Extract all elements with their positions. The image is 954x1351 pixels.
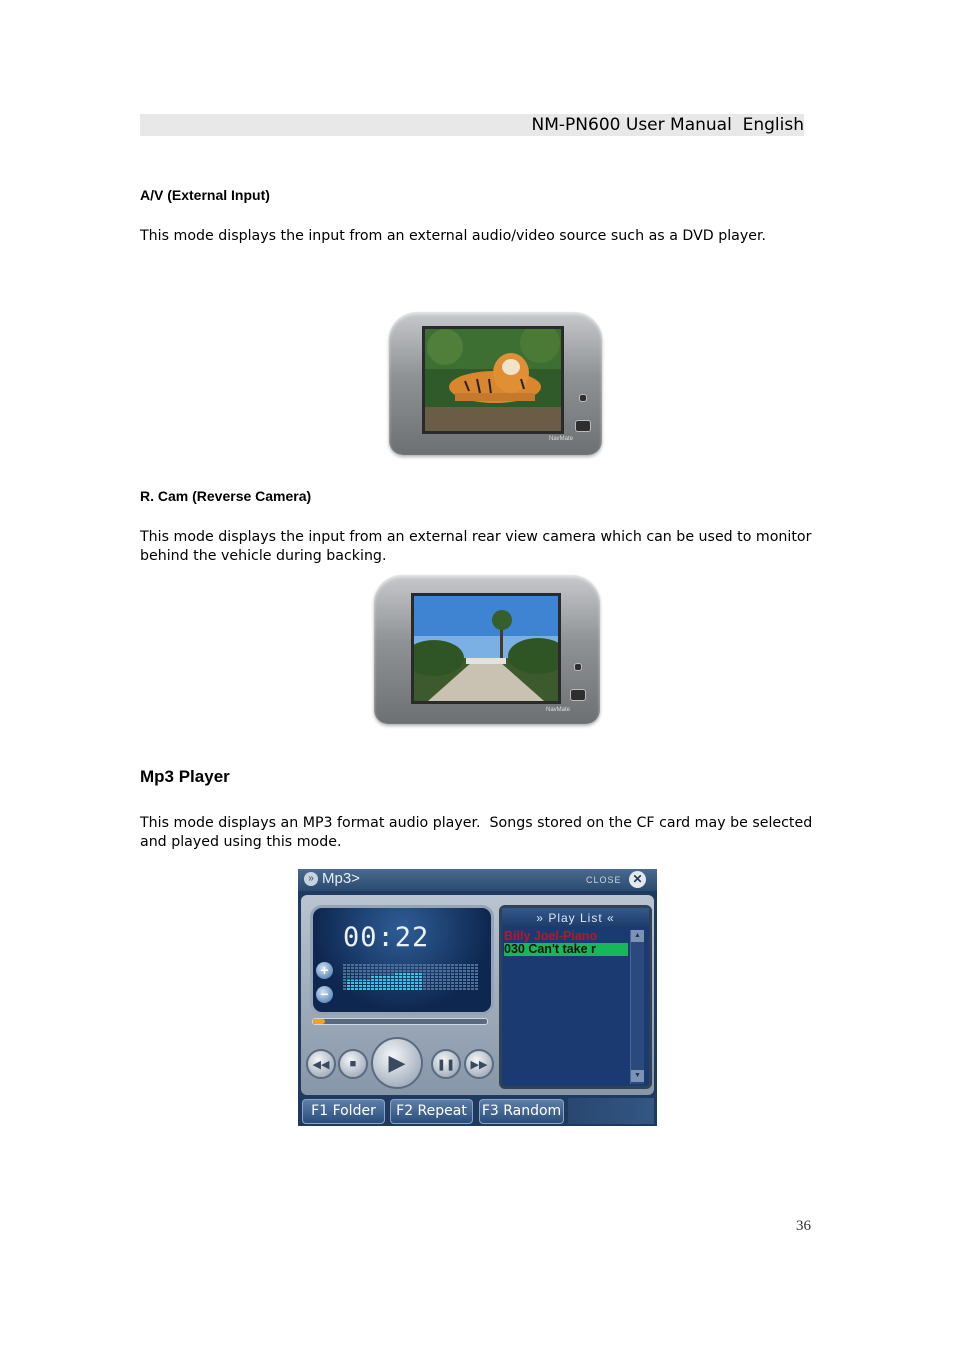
time-display	[310, 905, 494, 1015]
volume-down-icon: −	[316, 986, 333, 1003]
av-heading: A/V (External Input)	[140, 187, 270, 203]
mode-button	[575, 420, 591, 432]
progress-track[interactable]	[312, 1018, 488, 1025]
stop-icon: ■	[349, 1058, 357, 1070]
mp3-heading: Mp3 Player	[140, 767, 230, 786]
manual-title: NM-PN600 User Manual English	[531, 115, 804, 135]
scroll-up-icon[interactable]: ▲	[631, 930, 644, 942]
pause-button[interactable]	[431, 1049, 461, 1079]
playlist-item[interactable]: Billy Joel-Piano	[504, 930, 598, 943]
double-chevron-icon: »	[304, 872, 318, 886]
playlist-scrollbar[interactable]	[630, 930, 644, 1084]
collapse-icon: «	[607, 911, 615, 925]
rcam-heading: R. Cam (Reverse Camera)	[140, 488, 312, 504]
av-device-image	[389, 312, 602, 455]
playlist-panel	[499, 905, 652, 1089]
header-bar	[140, 114, 804, 136]
mode-button-2	[570, 689, 586, 701]
rcam-screen	[411, 593, 561, 704]
av-body: This mode displays the input from an external audio/video source such as a DVD player.	[140, 228, 767, 244]
close-icon: ✕	[629, 871, 646, 888]
elapsed-time: 00:22	[343, 922, 430, 953]
repeat-button[interactable]: F2 Repeat	[390, 1099, 473, 1124]
road-photo	[414, 596, 558, 701]
folder-button[interactable]: F1 Folder	[302, 1099, 385, 1124]
scroll-down-icon[interactable]: ▼	[631, 1070, 644, 1082]
navmate-logo-2: NavMate	[546, 707, 571, 713]
pause-icon: ❚❚	[436, 1058, 456, 1071]
page-number: 36	[796, 1218, 811, 1234]
power-indicator	[579, 394, 587, 402]
mp3-title: Mp3>	[322, 870, 360, 887]
equalizer-bars	[343, 964, 479, 990]
rewind-icon: ◀◀	[312, 1058, 330, 1071]
progress-fill	[313, 1019, 325, 1024]
tiger-photo	[425, 329, 561, 431]
volume-up-icon: +	[316, 962, 333, 979]
mp3-body: This mode displays an MP3 format audio player. Songs stored on the CF card may be selected and played using this mode.	[140, 815, 813, 850]
stop-button[interactable]	[338, 1049, 368, 1079]
fast-forward-icon: ▶▶	[470, 1058, 488, 1071]
rewind-button[interactable]	[306, 1049, 336, 1079]
rcam-device-image	[374, 575, 600, 724]
playlist-item-selected[interactable]: 030 Can't take r	[504, 943, 628, 956]
play-icon: ▶	[388, 1050, 406, 1075]
navmate-logo: NavMate	[549, 436, 574, 442]
play-button[interactable]	[371, 1037, 423, 1089]
fast-forward-button[interactable]	[464, 1049, 494, 1079]
brand-watermark	[568, 1098, 654, 1124]
playlist-label: Play List	[548, 911, 603, 925]
close-label: CLOSE	[586, 875, 622, 885]
rcam-body: This mode displays the input from an external rear view camera which can be used to monitor behind the vehicle during backing.	[140, 529, 812, 564]
power-indicator-2	[574, 663, 582, 671]
playlist-header	[502, 908, 649, 928]
mp3-title-bar	[298, 869, 657, 891]
expand-icon: »	[536, 911, 544, 925]
random-button[interactable]: F3 Random	[479, 1099, 564, 1124]
av-screen	[422, 326, 564, 434]
mp3-player-screenshot	[298, 869, 657, 1126]
